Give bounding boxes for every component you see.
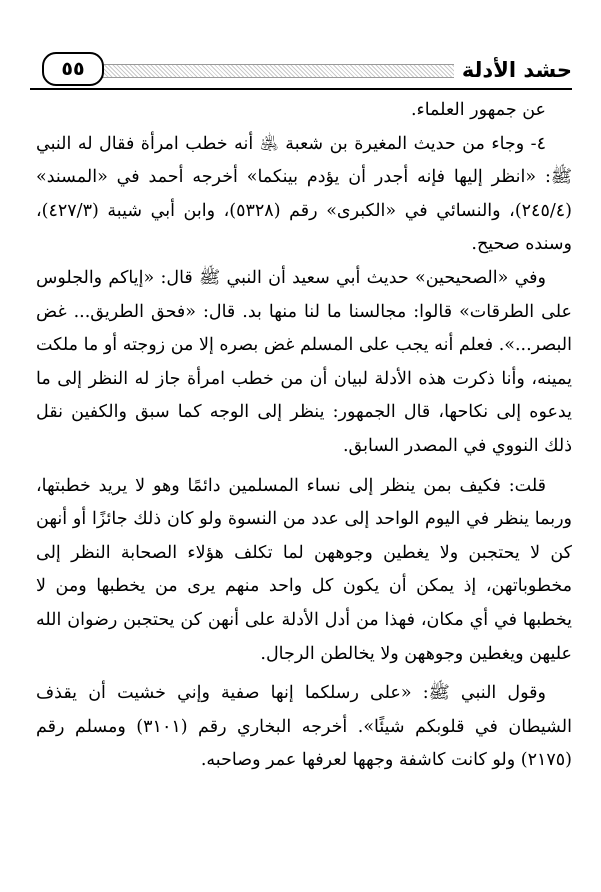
paragraph-1: عن جمهور العلماء. (410, 100, 546, 120)
page-body (36, 94, 572, 778)
paragraph-4: قلت: فكيف بمن ينظر إلى نساء المسلمين دائمًا وهو لا يريد خطبتها، وربما ينظر في اليوم الواحد إلى عدد من النسوة ولو كان ذلك جائزًا أو أنهن كن لا يحتجبن ولا يغطين وجوههن لما تكلف هؤلاء الصحابة النظر إلى مخطوباتهن، إذ يمكن أن يكون كل واحد منهم يرى من يخطبها ومن لا يخطبها في أي مكان، فهذا من أدل الأدلة على أنهن كن يحتجبن رضوان الله عليهن ويغطين وجوههن ولا يخالطن الرجال. (36, 475, 572, 664)
paragraph-3: وفي «الصحيحين» حديث أبي سعيد أن النبي ﷺ قال: «إياكم والجلوس على الطرقات» قالوا: مجالسنا ما لنا منها بد. قال: «فحق الطريق... غض البصر...». فعلم أنه يجب على المسلم غض بصره إلا من زوجته أو ما ملكت يمينه، وأنا ذكرت هذه الأدلة لبيان أن من خطب امرأة جاز له النظر إلى ما يدعوه إلى نكاحها، قال الجمهور: ينظر إلى الوجه كما سبق والكفين نقل ذلك النووي في المصدر السابق. (36, 267, 572, 456)
page-number: ٥٥ (42, 52, 104, 86)
page-header (30, 50, 572, 90)
paragraph-5: وقول النبي ﷺ: «على رسلكما إنها صفية وإني خشيت أن يقذف الشيطان في قلوبكم شيئًا». أخرجه البخاري رقم (٣١٠١) ومسلم رقم (٢١٧٥) ولو كانت كاشفة وجهها لعرفها عمر وصاحبه. (36, 683, 572, 771)
running-title: حشد الأدلة (456, 56, 572, 84)
paragraph-2: ٤- وجاء من حديث المغيرة بن شعبة ﵁ أنه خطب امرأة فقال له النبي ﷺ: «انظر إليها فإنه أجدر أن يؤدم بينكما» أخرجه أحمد في «المسند» (٢٤٥/٤)، والنسائي في «الكبرى» رقم (٥٣٢٨)، وابن أبي شيبة (٤٢٧/٣)، وسنده صحيح. (36, 133, 572, 255)
header-rule (30, 88, 572, 90)
header-decorative-band (86, 64, 454, 78)
